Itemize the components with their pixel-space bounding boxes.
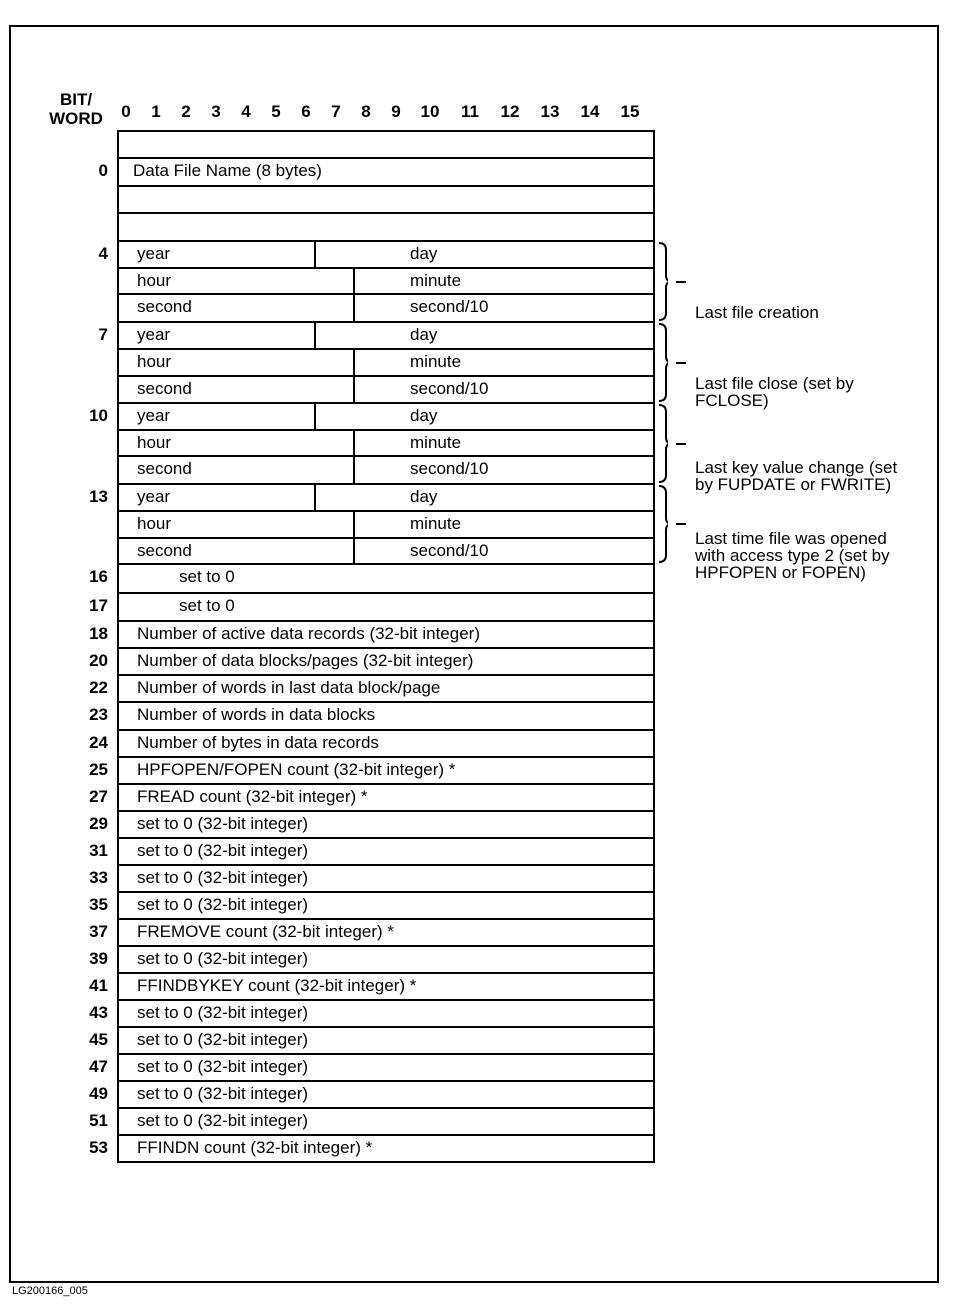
grid-line	[353, 455, 355, 483]
word-number: 23	[89, 705, 108, 724]
bit-number: 15	[620, 102, 640, 121]
grid-line	[353, 293, 355, 321]
word-number: 45	[89, 1030, 108, 1049]
field-label: FFINDN count (32-bit integer) *	[137, 1138, 373, 1157]
grid-line	[653, 864, 655, 891]
grid-line	[653, 455, 655, 483]
grid-line	[117, 1053, 119, 1080]
grid-line	[117, 1053, 655, 1055]
grid-line	[653, 783, 655, 810]
grid-line	[653, 375, 655, 402]
word-number: 43	[89, 1003, 108, 1022]
field-label-day: day	[410, 244, 438, 263]
word-number: 51	[89, 1111, 108, 1130]
timestamp-note	[695, 459, 897, 493]
grid-line	[117, 212, 119, 240]
grid-line	[117, 429, 655, 431]
grid-line	[653, 293, 655, 321]
field-label: Data File Name (8 bytes)	[133, 161, 322, 180]
grid-line	[117, 891, 655, 893]
grid-line	[117, 592, 655, 594]
bit-number: 4	[241, 102, 251, 121]
grid-line	[353, 429, 355, 455]
field-label-year: year	[137, 406, 171, 425]
timestamp-note	[695, 304, 819, 321]
bit-number: 12	[500, 102, 520, 121]
grid-line	[353, 348, 355, 375]
note-line: Last time file was opened	[695, 529, 887, 548]
word-number: 17	[89, 596, 108, 615]
timestamp-note	[695, 375, 854, 409]
grid-line	[117, 972, 655, 974]
bit-number: 1	[151, 102, 161, 121]
field-label-second: second	[137, 541, 192, 560]
note-leader	[676, 523, 686, 525]
grid-line	[353, 267, 355, 293]
field-label-hour: hour	[137, 433, 172, 452]
grid-line	[117, 348, 119, 375]
group-brace	[658, 485, 668, 563]
grid-line	[117, 240, 655, 242]
grid-line	[117, 455, 655, 457]
bit-number: 7	[331, 102, 341, 121]
word-number: 4	[98, 244, 108, 263]
grid-line	[117, 647, 119, 674]
grid-line	[117, 783, 119, 810]
note-line: Last key value change (set	[695, 458, 898, 477]
grid-line	[117, 1080, 655, 1082]
bit-number: 0	[121, 102, 131, 121]
field-label: FREAD count (32-bit integer) *	[137, 787, 368, 806]
grid-line	[653, 348, 655, 375]
field-label: set to 0 (32-bit integer)	[137, 1003, 309, 1022]
grid-line	[117, 1107, 119, 1134]
bit-number: 11	[461, 102, 479, 121]
word-number: 39	[89, 949, 108, 968]
grid-line	[117, 130, 119, 157]
grid-line	[117, 402, 119, 429]
grid-line	[117, 999, 655, 1001]
grid-line	[117, 891, 119, 918]
grid-line	[117, 1026, 655, 1028]
grid-line	[314, 321, 316, 348]
group-brace	[658, 242, 668, 321]
grid-line	[117, 592, 119, 620]
field-label: set to 0 (32-bit integer)	[137, 841, 309, 860]
grid-line	[117, 810, 119, 837]
grid-line	[653, 999, 655, 1026]
grid-line	[653, 810, 655, 837]
word-number: 35	[89, 895, 108, 914]
grid-line	[117, 375, 655, 377]
grid-line	[117, 999, 119, 1026]
field-label: HPFOPEN/FOPEN count (32-bit integer) *	[137, 760, 456, 779]
grid-line	[117, 348, 655, 350]
field-label: set to 0 (32-bit integer)	[137, 1084, 309, 1103]
field-label-second-10: second/10	[410, 541, 489, 560]
word-number: 13	[89, 487, 108, 506]
bit-word-header	[40, 90, 112, 128]
grid-line	[117, 157, 655, 159]
field-label: Number of bytes in data records	[137, 733, 379, 752]
grid-line	[653, 837, 655, 864]
grid-line	[653, 563, 655, 592]
grid-line	[117, 701, 119, 729]
word-number: 24	[89, 733, 108, 752]
grid-line	[353, 375, 355, 402]
word-label: WORD	[49, 109, 103, 128]
field-label-second-10: second/10	[410, 297, 489, 316]
grid-line	[117, 563, 655, 565]
word-number: 18	[89, 624, 108, 643]
field-label: set to 0 (32-bit integer)	[137, 1030, 309, 1049]
word-number: 53	[89, 1138, 108, 1157]
bit-number: 10	[420, 102, 440, 121]
field-label-year: year	[137, 244, 171, 263]
bit-number: 8	[361, 102, 371, 121]
word-number: 29	[89, 814, 108, 833]
grid-line	[117, 701, 655, 703]
grid-line	[653, 1107, 655, 1134]
grid-line	[117, 729, 119, 756]
grid-line	[117, 510, 655, 512]
field-label: set to 0 (32-bit integer)	[137, 1111, 309, 1130]
grid-line	[117, 1134, 119, 1161]
grid-line	[117, 455, 119, 483]
word-number: 41	[89, 976, 108, 995]
field-label-second: second	[137, 379, 192, 398]
bit-number: 3	[211, 102, 221, 121]
grid-line	[117, 756, 655, 758]
field-label: set to 0 (32-bit integer)	[137, 814, 309, 833]
field-label-minute: minute	[410, 433, 462, 452]
grid-line	[117, 620, 119, 647]
grid-line	[653, 1134, 655, 1161]
figure-id: LG200166_005	[12, 1285, 88, 1297]
bit-number: 6	[301, 102, 311, 121]
grid-line	[117, 918, 655, 920]
grid-line	[117, 674, 119, 701]
bit-number: 5	[271, 102, 281, 121]
grid-line	[353, 510, 355, 537]
grid-line	[117, 375, 119, 402]
grid-line	[117, 157, 119, 185]
grid-line	[117, 321, 119, 348]
note-leader	[676, 281, 686, 283]
grid-line	[653, 240, 655, 267]
field-label-second: second	[137, 459, 192, 478]
field-label-second-10: second/10	[410, 379, 489, 398]
grid-line	[117, 293, 119, 321]
word-number: 25	[89, 760, 108, 779]
grid-line	[117, 945, 119, 972]
grid-line	[117, 810, 655, 812]
grid-line	[117, 1026, 119, 1053]
field-label-hour: hour	[137, 271, 172, 290]
bit-number: 13	[540, 102, 560, 121]
word-number: 16	[89, 567, 108, 586]
grid-line	[117, 864, 655, 866]
note-leader	[676, 362, 686, 364]
grid-line	[117, 537, 119, 563]
grid-line	[117, 483, 119, 510]
grid-line	[314, 402, 316, 429]
grid-line	[653, 1026, 655, 1053]
grid-line	[117, 783, 655, 785]
grid-line	[117, 212, 655, 214]
field-label: set to 0 (32-bit integer)	[137, 895, 309, 914]
word-number: 27	[89, 787, 108, 806]
word-number: 0	[98, 161, 108, 180]
field-label: FREMOVE count (32-bit integer) *	[137, 922, 394, 941]
field-label-year: year	[137, 325, 171, 344]
grid-line	[653, 1080, 655, 1107]
grid-line	[353, 537, 355, 563]
field-label-day: day	[410, 325, 438, 344]
word-number: 31	[89, 841, 108, 860]
word-number: 37	[89, 922, 108, 941]
grid-line	[117, 620, 655, 622]
grid-line	[117, 674, 655, 676]
grid-line	[653, 620, 655, 647]
word-number: 22	[89, 678, 108, 697]
field-label-second-10: second/10	[410, 459, 489, 478]
grid-line	[117, 1134, 655, 1136]
grid-line	[653, 429, 655, 455]
field-label-hour: hour	[137, 352, 172, 371]
grid-line	[653, 674, 655, 701]
note-leader	[676, 443, 686, 445]
grid-line	[653, 212, 655, 240]
group-brace	[658, 323, 668, 402]
group-brace	[658, 404, 668, 483]
grid-line	[653, 891, 655, 918]
grid-line	[117, 729, 655, 731]
grid-line	[653, 537, 655, 563]
word-number: 7	[98, 325, 108, 344]
grid-line	[653, 945, 655, 972]
grid-line	[117, 240, 119, 267]
word-number: 47	[89, 1057, 108, 1076]
grid-line	[117, 321, 655, 323]
grid-line	[653, 510, 655, 537]
field-label: set to 0 (32-bit integer)	[137, 1057, 309, 1076]
grid-line	[117, 972, 119, 999]
field-label-minute: minute	[410, 352, 462, 371]
field-label: FFINDBYKEY count (32-bit integer) *	[137, 976, 417, 995]
grid-line	[653, 972, 655, 999]
note-line: HPFOPEN or FOPEN)	[695, 563, 866, 582]
bit-number: 9	[391, 102, 401, 121]
grid-line	[653, 756, 655, 783]
grid-line	[117, 429, 119, 455]
field-label-day: day	[410, 487, 438, 506]
grid-line	[117, 837, 655, 839]
word-number: 33	[89, 868, 108, 887]
field-label: set to 0	[179, 567, 235, 586]
grid-line	[653, 321, 655, 348]
note-line: by FUPDATE or FWRITE)	[695, 475, 892, 494]
grid-line	[653, 483, 655, 510]
word-number: 49	[89, 1084, 108, 1103]
bit-label: BIT/	[59, 90, 93, 109]
grid-line	[117, 1161, 655, 1163]
grid-line	[653, 592, 655, 620]
grid-line	[117, 402, 655, 404]
grid-line	[117, 483, 655, 485]
field-label: Number of words in last data block/page	[137, 678, 441, 697]
grid-line	[117, 756, 119, 783]
grid-line	[117, 267, 119, 293]
note-line: Last file close (set by	[695, 374, 854, 393]
grid-line	[653, 402, 655, 429]
grid-line	[117, 918, 119, 945]
grid-line	[314, 240, 316, 267]
grid-line	[314, 483, 316, 510]
field-label: Number of active data records (32-bit integer)	[137, 624, 480, 643]
field-label: set to 0 (32-bit integer)	[137, 868, 309, 887]
grid-line	[653, 918, 655, 945]
word-number: 10	[89, 406, 108, 425]
field-label-year: year	[137, 487, 171, 506]
grid-line	[117, 1080, 119, 1107]
grid-line	[117, 837, 119, 864]
field-label-minute: minute	[410, 514, 462, 533]
grid-line	[117, 647, 655, 649]
grid-line	[653, 157, 655, 185]
grid-line	[653, 1053, 655, 1080]
grid-line	[653, 647, 655, 674]
grid-line	[653, 701, 655, 729]
field-label: set to 0 (32-bit integer)	[137, 949, 309, 968]
word-number: 20	[89, 651, 108, 670]
grid-line	[117, 130, 655, 132]
grid-line	[117, 185, 119, 212]
field-label-day: day	[410, 406, 438, 425]
field-label-minute: minute	[410, 271, 462, 290]
field-label: Number of data blocks/pages (32-bit integer)	[137, 651, 474, 670]
bit-number: 14	[580, 102, 600, 121]
note-line: FCLOSE)	[695, 391, 769, 410]
note-line: with access type 2 (set by	[695, 546, 890, 565]
field-label-second: second	[137, 297, 192, 316]
grid-line	[117, 293, 655, 295]
grid-line	[117, 537, 655, 539]
grid-line	[117, 267, 655, 269]
note-line: Last file creation	[695, 303, 819, 322]
field-label: Number of words in data blocks	[137, 705, 376, 724]
grid-line	[653, 130, 655, 157]
grid-line	[117, 864, 119, 891]
grid-line	[117, 185, 655, 187]
field-label-hour: hour	[137, 514, 172, 533]
grid-line	[653, 267, 655, 293]
grid-line	[653, 185, 655, 212]
timestamp-note	[695, 530, 890, 581]
field-label: set to 0	[179, 596, 235, 615]
grid-line	[117, 510, 119, 537]
grid-line	[117, 945, 655, 947]
grid-line	[653, 729, 655, 756]
grid-line	[117, 1107, 655, 1109]
grid-line	[117, 563, 119, 592]
bit-number: 2	[181, 102, 191, 121]
